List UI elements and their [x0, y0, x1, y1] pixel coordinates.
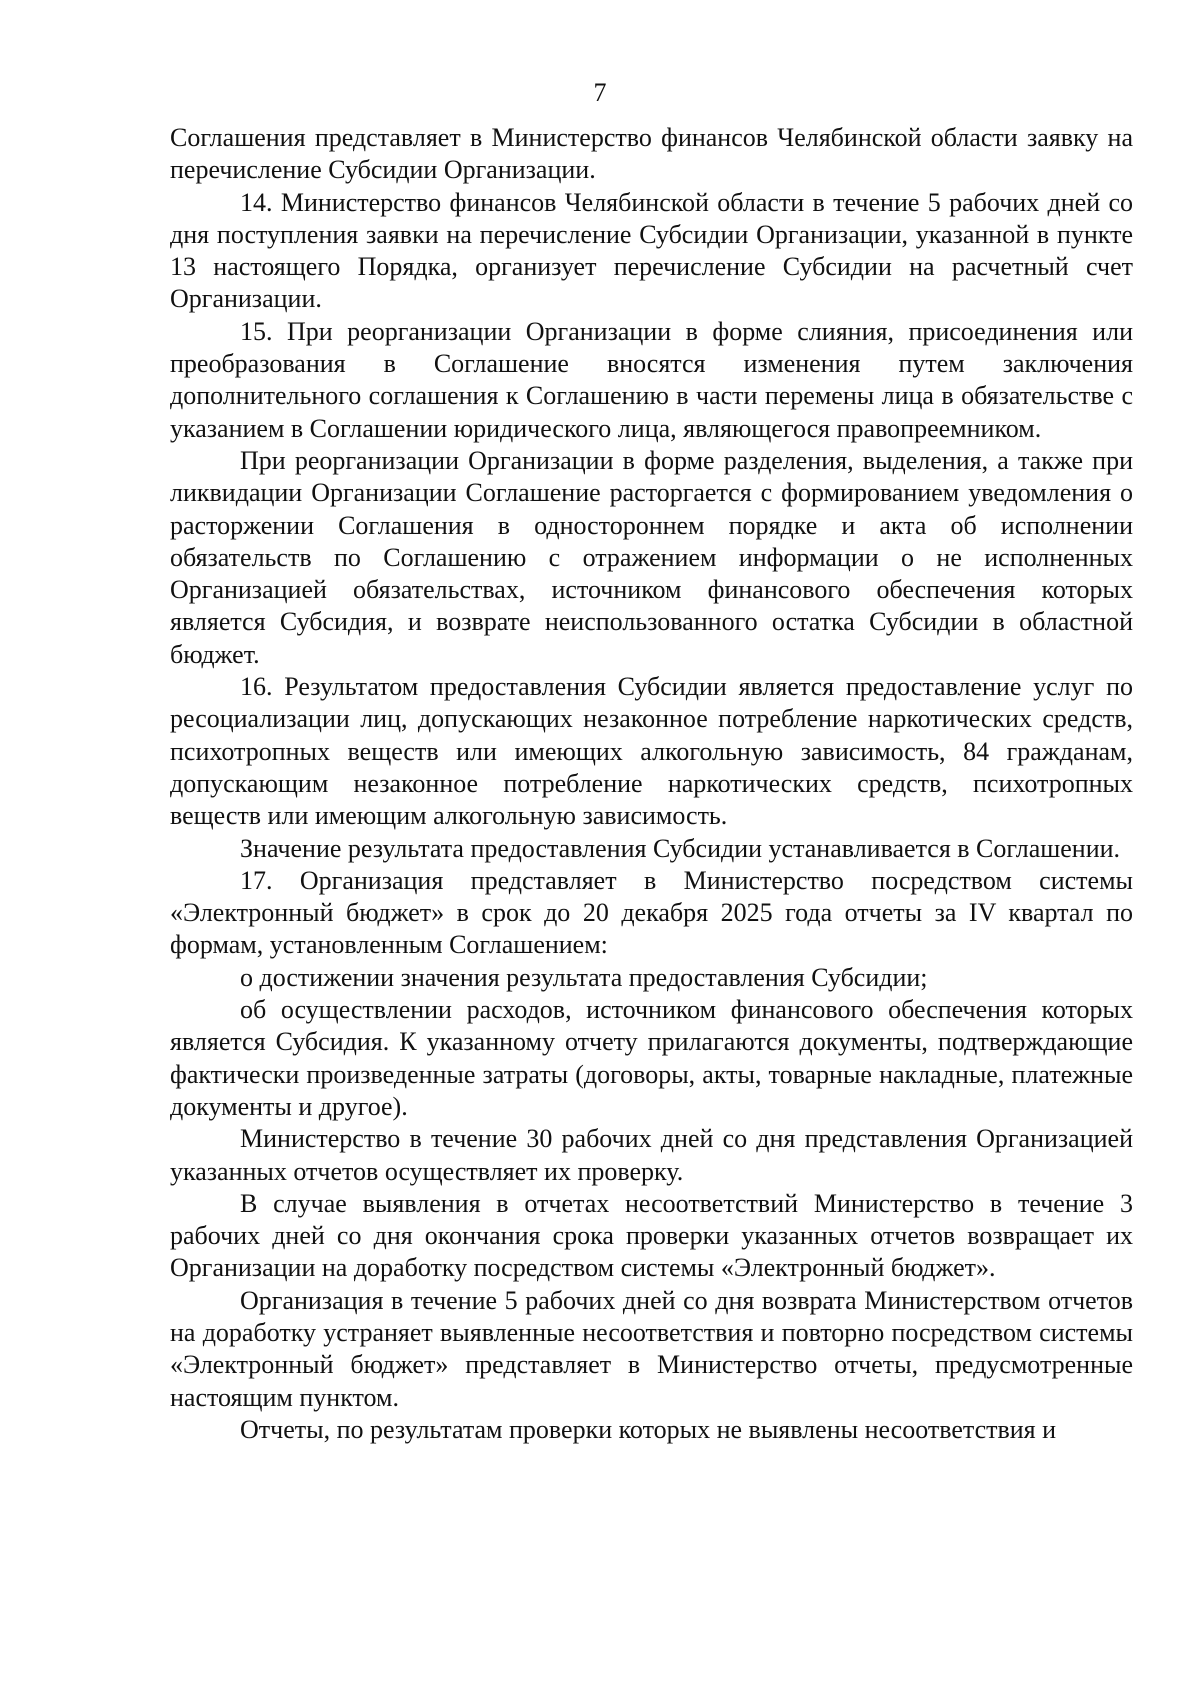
- paragraph-item-15: 15. При реорганизации Организации в форме слияния, присоединения или преобразования в Соглашение вносятся изменения путем заключения дополнительного соглашения к Соглашению в части перемены лица в обязательстве с указанием в Соглашении юридического лица, являющегося правопреемником.: [170, 316, 1133, 443]
- paragraph-item-16: 16. Результатом предоставления Субсидии является предоставление услуг по ресоциализации лиц, допускающих незаконное потребление наркотических средств, психотропных веществ или имеющих алкогольную зависимость, 84 гражданам, допускающим незаконное потребление наркотических средств, психотропных веществ или имеющим алкогольную зависимость.: [170, 672, 1133, 831]
- paragraph-report-result: о достижении значения результата предоставления Субсидии;: [240, 962, 928, 992]
- paragraph-result-value: Значение результата предоставления Субсидии устанавливается в Соглашении.: [240, 833, 1121, 863]
- paragraph-item-14: 14. Министерство финансов Челябинской области в течение 5 рабочих дней со дня поступления заявки на перечисление Субсидии Организации, указанной в пункте 13 настоящего Порядка, организует перечисление Субсидии на расчетный счет Организации.: [170, 187, 1133, 314]
- document-body: [170, 122, 1133, 1446]
- paragraph-return-for-revision: В случае выявления в отчетах несоответствий Министерство в течение 3 рабочих дней со дня окончания срока проверки указанных отчетов возвращает их Организации на доработку посредством системы «Электронный бюджет».: [170, 1188, 1133, 1283]
- paragraph-ministry-review: Министерство в течение 30 рабочих дней со дня представления Организацией указанных отчетов осуществляет их проверку.: [170, 1124, 1133, 1186]
- paragraph-resubmission: Организация в течение 5 рабочих дней со дня возврата Министерством отчетов на доработку устраняет выявленные несоответствия и повторно посредством системы «Электронный бюджет» представляет в Министерство отчеты, предусмотренные настоящим пунктом.: [170, 1285, 1133, 1412]
- paragraph-report-expenses: об осуществлении расходов, источником финансового обеспечения которых является Субсидия. К указанному отчету прилагаются документы, подтверждающие фактически произведенные затраты (договоры, акты, товарные накладные, платежные документы и другое).: [170, 995, 1133, 1121]
- paragraph-item-17: 17. Организация представляет в Министерство посредством системы «Электронный бюджет» в срок до 20 декабря 2025 года отчеты за IV квартал по формам, установленным Соглашением:: [170, 865, 1133, 960]
- paragraph-reorganization-liquidation: При реорганизации Организации в форме разделения, выделения, а также при ликвидации Организации Соглашение расторгается с формированием уведомления о расторжении Соглашения в одностороннем порядке и акта об исполнении обязательств по Соглашению с отражением информации о не исполненных Организацией обязательствах, источником финансового обеспечения которых является Субсидия, и возврате неиспользованного остатка Субсидии в областной бюджет.: [170, 445, 1133, 669]
- paragraph-continuation: Соглашения представляет в Министерство финансов Челябинской области заявку на перечисление Субсидии Организации.: [170, 123, 1133, 185]
- paragraph-reports-accepted: Отчеты, по результатам проверки которых не выявлены несоответствия и: [240, 1414, 1057, 1444]
- page-number: 7: [593, 78, 607, 107]
